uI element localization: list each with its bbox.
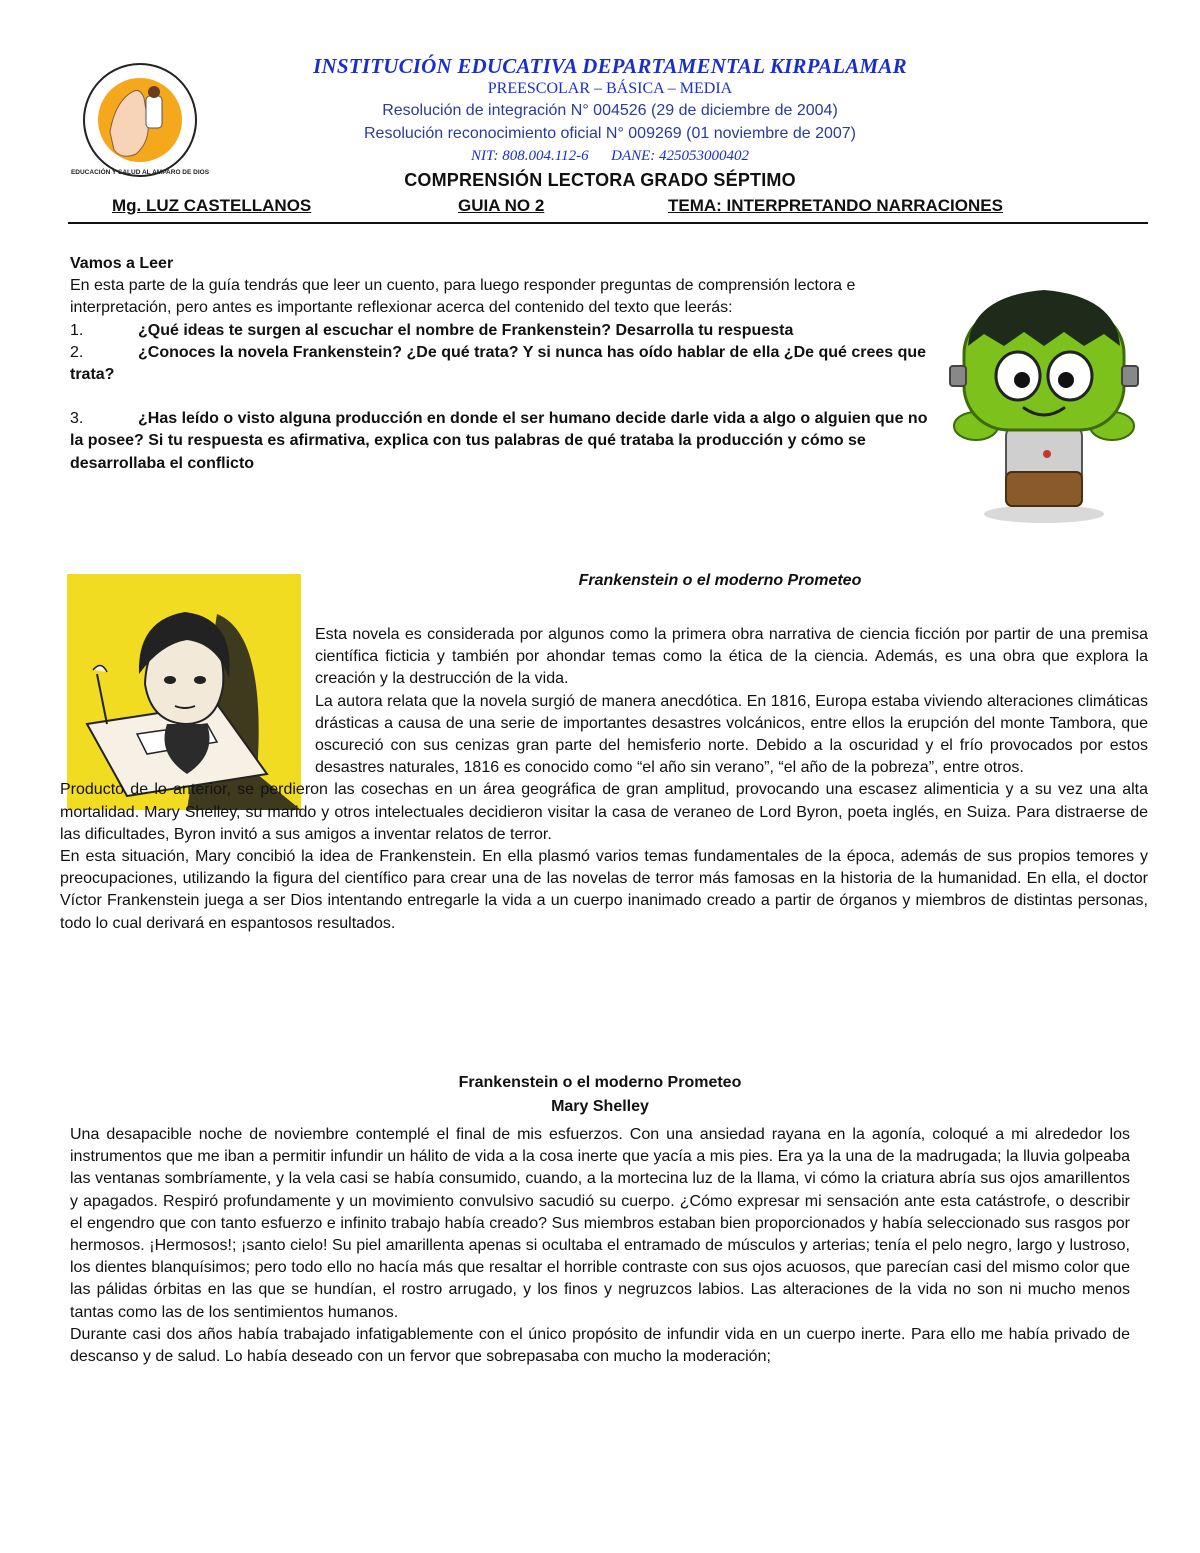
question-1 xyxy=(70,320,930,342)
question-text: ¿Qué ideas te surgen al escuchar el nombre de Frankenstein? Desarrolla tu respuesta xyxy=(138,321,794,339)
course-title: COMPRENSIÓN LECTORA GRADO SÉPTIMO xyxy=(404,170,796,190)
intro-text: En esta parte de la guía tendrás que leer un cuento, para luego responder preguntas de comprensión lectora e interpretación, pero antes es importante reflexionar acerca del contenido del texto que leerás: xyxy=(70,277,856,317)
essay-paragraph: La autora relata que la novela surgió de manera anecdótica. En 1816, Europa estaba viviendo alteraciones climáticas drásticas a causa de una serie de importantes desastres volcánicos, entre ellos la erupción del monte Tambora, que oscureció con sus cenizas gran parte del hemisferio norte. Debido a la oscuridad y el frío provocados por estos desastres naturales, 1816 es conocido como “el año sin verano”, “el año de la pobreza”, entre otros. xyxy=(315,692,1148,777)
essay-paragraph: En esta situación, Mary concibió la idea de Frankenstein. En ella plasmó varios temas fundamentales de la época, además de sus propios temores y preocupaciones, utilizando la figura del científico para crear una de las novelas de terror más famosas en la historia de la humanidad. En ella, el doctor Víctor Frankenstein juega a ser Dios intentando entregarle la vida a un cuerpo inanimado creado a partir de órganos y miembros de distintas personas, todo lo cual derivará en espantosos resultados. xyxy=(60,848,1148,932)
story-author: Mary Shelley xyxy=(551,1098,649,1115)
essay-body xyxy=(60,624,1148,935)
topic: TEMA: INTERPRETANDO NARRACIONES xyxy=(668,196,1003,215)
nit-dane: NIT: 808.004.112-6 DANE: 425053000402 xyxy=(470,148,750,164)
essay-paragraph: Esta novela es considerada por algunos como la primera obra narrativa de ciencia ficción por partir de una premisa científica ficticia y también por ahondar temas como la ética de la ciencia. Además, es una obra que explora la creación y la destrucción de la vida. xyxy=(315,626,1148,688)
resolution-official: Resolución reconocimiento oficial N° 009269 (01 noviembre de 2007) xyxy=(363,125,856,142)
institution-name: INSTITUCIÓN EDUCATIVA DEPARTAMENTAL KIRPALAMAR xyxy=(313,54,907,78)
resolution-integration: Resolución de integración N° 004526 (29 de diciembre de 2004) xyxy=(382,102,838,119)
teacher-name: Mg. LUZ CASTELLANOS xyxy=(112,196,312,215)
intro-section xyxy=(70,253,930,475)
essay-paragraph: Producto de lo anterior, se perdieron las cosechas en un área geográfica de gran amplitud, provocando una escasez alimenticia y a su vez una alta mortalidad. Mary Shelley, su marido y otros intelectuales decidieron visitar la casa de veraneo de Lord Byron, poeta inglés, en Suiza. Para distraerse de las dificultades, Byron invitó a sus amigos a inventar relatos de terror. xyxy=(60,781,1148,843)
logo-caption: EDUCACIÓN Y SALUD AL AMPARO DE DIOS xyxy=(70,169,210,176)
intro-heading: Vamos a Leer xyxy=(70,255,174,272)
question-2 xyxy=(70,342,930,386)
essay-title: Frankenstein o el moderno Prometeo xyxy=(578,572,862,589)
question-number: 2. xyxy=(70,343,84,361)
story-title: Frankenstein o el moderno Prometeo xyxy=(458,1074,742,1091)
question-text: ¿Has leído o visto alguna producción en donde el ser humano decide darle vida a algo o alguien que no la posee? Si tu respuesta es afirmativa, explica con tus palabras de qué trataba la producción y cómo se desarrollaba el conflicto xyxy=(70,410,928,472)
story-body xyxy=(70,1124,1130,1368)
education-levels: PREESCOLAR – BÁSICA – MEDIA xyxy=(487,80,733,97)
question-number: 1. xyxy=(70,321,84,339)
question-text: ¿Conoces la novela Frankenstein? ¿De qué trata? Y si nunca has oído hablar de ella ¿De qué crees que trata? xyxy=(70,343,927,384)
frankenstein-cartoon-image xyxy=(944,276,1144,526)
story-paragraph: Durante casi dos años había trabajado infatigablemente con el único propósito de infundir vida en un cuerpo inerte. Para ello me había privado de descanso y de salud. Lo había deseado con un fervor que sobrepasaba con mucho la moderación; xyxy=(70,1325,1130,1366)
school-logo xyxy=(70,62,210,180)
guide-number: GUIA NO 2 xyxy=(458,196,545,215)
meta-row xyxy=(68,196,1148,224)
question-3 xyxy=(70,408,930,475)
story-paragraph: Una desapacible noche de noviembre contemplé el final de mis esfuerzos. Con una ansiedad rayana en la agonía, coloqué a mi alrededor los instrumentos que me iban a permitir infundir un hálito de vida a la cosa inerte que yacía a mis pies. Era ya la una de la madrugada; la lluvia golpeaba las ventanas sombríamente, y la vela casi se había consumido, cuando, a la mortecina luz de la llama, vi cómo la criatura abría sus ojos amarillentos y apagados. Respiró profundamente y un movimiento convulsivo sacudió su cuerpo. ¿Cómo expresar mi sensación ante esta catástrofe, o describir el engendro que con tanto esfuerzo e infinito trabajo había creado? Sus miembros estaban bien proporcionados y había seleccionado sus rasgos por hermosos. ¡Hermosos!; ¡santo cielo! Su piel amarillenta apenas si ocultaba el entramado de músculos y arterias; tenía el pelo negro, largo y lustroso, los dientes blanquísimos; pero todo ello no hacía más que resaltar el horrible contraste con sus ojos acuosos, que parecían casi del mismo color que las pálidas órbitas en las que se hundían, el rostro arrugado, y los finos y negruzcos labios. Las alteraciones de la vida no son ni mucho menos tantas como las de los sentimientos humanos. xyxy=(70,1126,1130,1321)
question-number: 3. xyxy=(70,410,84,428)
